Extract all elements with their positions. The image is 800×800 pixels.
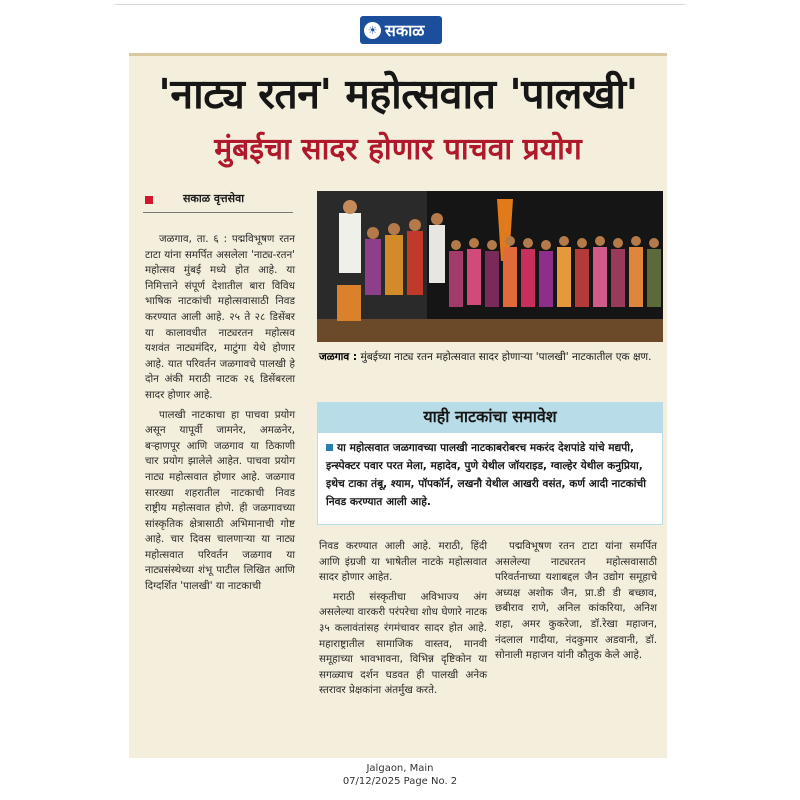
paragraph: मराठी संस्कृतीचा अविभाज्य अंग असलेल्या वारकरी परंपरेचा शोध घेणारे नाटक ३५ कलावंतांसह रंगमंचावर सादर होत आहे. महाराष्ट्रातील सामाजिक वास्तव, मानवी समूहाच्या भावभावना, विभिन्न दृष्टिकोन या सगळ्याच दर्शन घडवत ही पालखी अनेक स्तरावर प्रेक्षकांना अंतर्मुख करते. [319, 590, 487, 697]
play-photo [317, 191, 663, 342]
caption-place: जळगाव : [319, 351, 358, 363]
sidebar-box-title: याही नाटकांचा समावेश [317, 402, 663, 432]
sun-icon: ☀ [364, 22, 381, 39]
paragraph: जळगाव, ता. ६ : पद्मविभूषण रतन टाटा यांना समर्पित असलेला 'नाट्य-रतन' महोत्सव मुंबई मध्ये होत आहे. या निमित्ताने संपूर्ण देशातील बारा विविध भाषिक नाटकांची महोत्सवासाठी निवड करण्यात आली आहे. २५ ते २८ डिसेंबर या कालावधीत नाट्यरतन महोत्सव यशवंत नाट्यमंदिर, माटुंगा येथे होणार आहे. यात परिवर्तन जळगावचे पालखी हे दोन अंकी मराठी नाटक २६ डिसेंबरला सादर होणार आहे. [145, 233, 295, 401]
edition-label: Jalgaon, Main [366, 763, 434, 774]
article-column-2 [319, 539, 487, 703]
stage-scene-image [317, 191, 663, 342]
caption-text: मुंबईच्या नाट्य रतन महोत्सवात सादर होणाऱ्या 'पालखी' नाटकातील एक क्षण. [357, 351, 652, 363]
sidebar-box-text: या महोत्सवात जळगावच्या पालखी नाटकाबरोबरच मकरंद देशपांडे यांचे मद्यपी, इन्स्पेक्टर पवार परत मेला, महादेव, पुणे येथील जॉयराइड, ग्वाल्हेर येथील कनुप्रिया, इथेच टाका तंबू, श्याम, पॉपकॉर्न, लखनौ येथील आखरी वसंत, कर्ण आदी नाटकांची निवड करण्यात आली आहे. [326, 442, 646, 508]
subheadline: मुंबईचा सादर होणार पाचवा प्रयोग [214, 132, 582, 167]
paragraph: पालखी नाटकाचा हा पाचवा प्रयोग असून यापूर्वी जामनेर, अमळनेर, बऱ्हाणपूर आणि जळगाव या ठिकाणी चार प्रयोग झालेले आहेत. पाचवा प्रयोग नाट्य महोत्सवात होणार आहे. जळगाव सारख्या शहरातील नाटकाची निवड राष्ट्रीय महोत्सवात होणे. ही जळगावच्या सांस्कृतिक क्षेत्रासाठी अभिमानाची गोष्ट आहे. चार दिवस चालणाऱ्या या नाट्य महोत्सवात परिवर्तन जळगाव या नाट्यसंस्थेच्या शंभू पाटील लिखित आणि दिग्दर्शित 'पालखी' या नाटकाची [145, 408, 295, 593]
logo-text: सकाळ [385, 21, 425, 40]
byline-text: सकाळ वृत्तसेवा [183, 192, 245, 205]
news-clipping [129, 53, 667, 758]
bullet-square-icon [145, 196, 153, 204]
top-divider [115, 4, 685, 5]
paragraph: पद्मविभूषण रतन टाटा यांना समर्पित असलेल्या नाट्यरतन महोत्सवासाठी परिवर्तनाच्या यशाबद्दल जैन उद्योग समूहाचे अध्यक्ष अशोक जैन, प्रा.डी डी बच्छाव, छबीराव राणे, अनिल कांकरिया, अनिश शहा, अमर कुकरेजा, डॉ.रेखा महाजन, नंदलाल गादीया, नंदकुमार अडवानी, डॉ. सोनाली महाजन यांनी कौतुक केले आहे. [495, 540, 657, 662]
headline: 'नाट्य रतन' महोत्सवात 'पालखी' [158, 70, 638, 118]
paragraph: निवड करण्यात आली आहे. मराठी, हिंदी आणि इंग्रजी या भाषेतील नाटके महोत्सवात सादर होणार आहेत. [319, 540, 487, 584]
article-column-1 [145, 232, 295, 599]
byline [143, 190, 293, 213]
date-page-label: 07/12/2025 Page No. 2 [342, 776, 458, 787]
sakal-logo [360, 16, 442, 44]
photo-caption [319, 349, 659, 365]
article-column-3 [495, 539, 657, 668]
page-footer [0, 762, 800, 788]
sidebar-box [317, 432, 663, 525]
bullet-square-icon [326, 444, 333, 451]
